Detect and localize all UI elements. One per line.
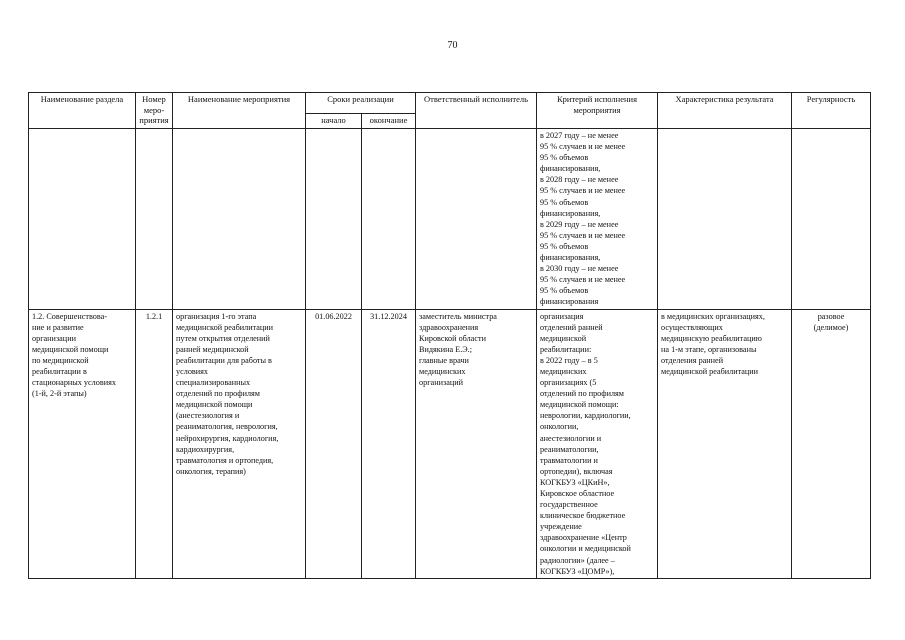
header-activity: Наименование мероприятия bbox=[173, 93, 306, 129]
header-row bbox=[29, 93, 871, 114]
continued-row bbox=[29, 129, 871, 310]
page-number: 70 bbox=[447, 40, 458, 51]
end-date-cell: 31.12.2024 bbox=[362, 309, 416, 578]
cell-empty bbox=[29, 129, 136, 310]
number-cell: 1.2.1 bbox=[136, 309, 173, 578]
header-start: начало bbox=[306, 114, 362, 129]
result-cell: в медицинских организациях, осуществляющих медицинскую реабилитацию на 1-м этапе, организованы отделения ранней медицинской реабилитации bbox=[658, 309, 792, 578]
criterion-cell: организация отделений ранней медицинской реабилитации: в 2022 году – в 5 медицинских организациях (5 отделений по профилям медицинской помощи: неврологии, кардиологии, онкологии, анестезиологии и реаниматологии, травматологии и ортопедии), включая КОГКБУЗ «ЦКиН», Кировское областное государственное клиническое бюджетное учреждение здравоохранение «Центр онкологии и медицинской радиологии» (далее – КОГКБУЗ «ЦОМР»), bbox=[537, 309, 658, 578]
header-terms: Сроки реализации bbox=[306, 93, 416, 114]
section-cell: 1.2. Совершенствова- ние и развитие организации медицинской помощи по медицинской реабилитации в стационарных условиях (1-й, 2-й этапы) bbox=[29, 309, 136, 578]
header-end: окончание bbox=[362, 114, 416, 129]
cell-empty bbox=[658, 129, 792, 310]
cell-empty bbox=[136, 129, 173, 310]
continued-criterion-cell: в 2027 году – не менее 95 % случаев и не менее 95 % объемов финансирования, в 2028 году – не менее 95 % случаев и не менее 95 % объемов финансирования, в 2029 году – не менее 95 % случаев и не менее 95 % объемов финансирования, в 2030 году – не менее 95 % случаев и не менее 95 % объемов финансирования bbox=[537, 129, 658, 310]
executor-cell: заместитель министра здравоохранения Кировской области Видякина Е.Э.; главные врачи медицинских организаций bbox=[416, 309, 537, 578]
header-result: Характеристика результата bbox=[658, 93, 792, 129]
header-section: Наименование раздела bbox=[29, 93, 136, 129]
cell-empty bbox=[416, 129, 537, 310]
cell-empty bbox=[173, 129, 306, 310]
header-number: Номер меро- приятия bbox=[136, 93, 173, 129]
regularity-cell: разовое (делимое) bbox=[792, 309, 871, 578]
cell-empty bbox=[792, 129, 871, 310]
header-regularity: Регулярность bbox=[792, 93, 871, 129]
cell-empty bbox=[362, 129, 416, 310]
start-date-cell: 01.06.2022 bbox=[306, 309, 362, 578]
activity-plan-table bbox=[28, 92, 871, 579]
activity-cell: организация 1-го этапа медицинской реабилитации путем открытия отделений ранней медицинской реабилитации для работы в условиях специализированных отделений по профилям медицинской помощи (анестезиология и реаниматология, неврология, нейрохирургия, кардиология, кардиохирургия, травматология и ортопедия, онкология, терапия) bbox=[173, 309, 306, 578]
header-executor: Ответственный исполнитель bbox=[416, 93, 537, 129]
table-row bbox=[29, 309, 871, 578]
header-criterion: Критерий исполнения мероприятия bbox=[537, 93, 658, 129]
cell-empty bbox=[306, 129, 362, 310]
